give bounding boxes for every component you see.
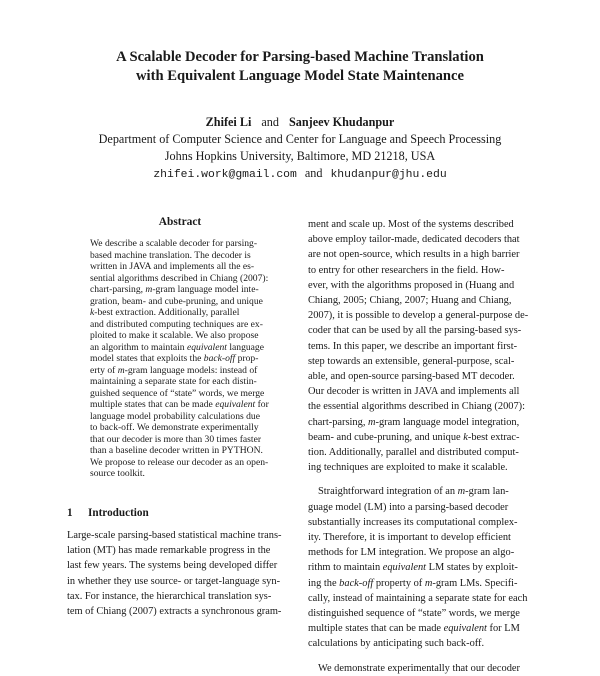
email-1: zhifei.work@gmail.com — [153, 169, 297, 181]
body-line: the essential algorithms described in Chiang (2007): — [308, 401, 526, 413]
intro-line: Large-scale parsing-based statistical machine trans- — [67, 530, 282, 541]
intro-line: last few years. The systems being developed differ — [67, 560, 278, 572]
author-block — [40, 114, 560, 184]
abstract-line: multiple states that can be made equivalent for — [90, 399, 269, 410]
body-line: ity. Therefore, it is important to develop efficient — [308, 532, 511, 544]
title-line-1: A Scalable Decoder for Parsing-based Machine Translation — [116, 49, 484, 65]
abstract-line: k-best extraction. Additionally, parallel — [90, 307, 240, 318]
body-line: Our decoder is written in JAVA and implements all — [308, 386, 520, 398]
abstract-line: erty of m-gram language models: instead of — [90, 364, 258, 376]
abstract-line: model states that exploits the back-off prop- — [90, 353, 259, 364]
author-2: Sanjeev Khudanpur — [289, 115, 395, 129]
abstract-line: and distributed computing techniques are ex- — [90, 318, 263, 330]
intro-line: lation (MT) has made remarkable progress in the — [67, 545, 271, 557]
body-line: ing techniques are exploited to make it scalable. — [308, 462, 508, 474]
abstract-line: We propose to release our decoder as an open- — [90, 456, 269, 468]
body-line: multiple states that can be made equivalent for LM — [308, 623, 520, 635]
body-line: distinguished sequence of “state” words, we merge — [308, 608, 520, 620]
section-1-heading — [67, 507, 293, 519]
abstract-heading: Abstract — [158, 216, 202, 228]
email-2: khudanpur@jhu.edu — [330, 169, 447, 181]
paragraph-gap — [308, 652, 537, 661]
body-line: are not open-source, which results in a high barrier — [308, 249, 520, 261]
body-line: We demonstrate experimentally that our decoder — [318, 662, 520, 674]
abstract-line: chart-parsing, m-gram language model inte- — [90, 284, 259, 295]
author-emails — [40, 165, 560, 184]
body-line: substantially increases its computational complex- — [308, 516, 518, 528]
section-title: Introduction — [88, 507, 149, 519]
body-line: to entry for other researchers in the field. How- — [308, 264, 505, 276]
intro-line: tax. For instance, the hierarchical translation sys- — [67, 590, 272, 602]
affiliation-univ: Johns Hopkins University, Baltimore, MD 21218, USA — [164, 149, 436, 163]
body-line: methods for LM integration. We propose an algo- — [308, 547, 515, 559]
body-line: ment and scale up. Most of the systems described — [308, 219, 514, 230]
introduction-body — [67, 528, 293, 619]
abstract-line: language model probability calculations due — [90, 410, 260, 422]
body-line: able, and open-source parsing-based MT decoder. — [308, 371, 515, 383]
body-line: Chiang, 2005; Chiang, 2007; Huang and Chiang, — [308, 295, 512, 307]
body-line: step towards an extensible, general-purpose, scal- — [308, 355, 515, 367]
abstract-line: that our decoder is more than 30 times faster — [90, 433, 262, 445]
affiliation-dept: Department of Computer Science and Center for Language and Speech Processing — [98, 132, 502, 146]
body-line: tion. Additionally, parallel and distributed comput- — [308, 447, 519, 459]
abstract-body — [90, 238, 271, 480]
body-line: chart-parsing, m-gram language model integration, — [308, 416, 520, 428]
body-line: cally, instead of maintaining a separate state for each — [308, 592, 528, 604]
author-connector: and — [261, 115, 279, 129]
title-line-2: with Equivalent Language Model State Maintenance — [136, 68, 464, 84]
body-line: guage model (LM) into a parsing-based decoder — [308, 501, 509, 513]
author-names — [40, 114, 560, 131]
body-line: rithm to maintain equivalent LM states by exploit- — [308, 562, 518, 574]
abstract-line: source toolkit. — [90, 468, 145, 479]
abstract-line: an algorithm to maintain equivalent language — [90, 341, 264, 353]
body-line: coder that can be used by all the parsing-based sys- — [308, 325, 522, 337]
abstract-line: written in JAVA and implements all the es- — [90, 261, 255, 272]
author-1: Zhifei Li — [205, 115, 252, 129]
body-line: Straightforward integration of an m-gram lan- — [318, 486, 509, 498]
intro-line: tem of Chiang (2007) extracts a synchronous gram- — [67, 606, 282, 618]
body-line: tems. In this paper, we describe an important first- — [308, 340, 518, 352]
intro-line: in whether they use source- or target-language syn- — [67, 575, 281, 587]
body-line: ing the back-off property of m-gram LMs. Specifi- — [308, 577, 518, 589]
abstract-line: to back-off. We demonstrate experimentally — [90, 422, 259, 433]
right-column-body — [308, 217, 537, 676]
body-line: calculations by anticipating such back-off. — [308, 638, 485, 650]
abstract-line: than a baseline decoder written in PYTHON. — [90, 445, 263, 456]
abstract-line: based machine translation. The decoder is — [90, 249, 251, 261]
abstract-line: We describe a scalable decoder for parsing- — [90, 238, 258, 249]
email-connector: and — [304, 166, 323, 180]
abstract-line: ploited to make it scalable. We also propose — [90, 330, 259, 341]
body-line: 2007), it is possible to develop a general-purpose de- — [308, 310, 529, 322]
body-line: above employ tailor-made, dedicated decoders that — [308, 234, 520, 246]
section-number: 1 — [67, 507, 73, 519]
abstract-line: maintaining a separate state for each distin- — [90, 376, 257, 387]
paper-title — [40, 48, 560, 86]
body-line: beam- and cube-pruning, and unique k-best extrac- — [308, 431, 520, 443]
body-line: ever, with the algorithms proposed in (Huang and — [308, 279, 515, 291]
abstract-line: sential algorithms described in Chiang (2007): — [90, 272, 269, 284]
abstract-line: guished sequence of “state” words, we merge — [90, 387, 265, 399]
abstract-line: gration, beam- and cube-pruning, and unique — [90, 295, 263, 307]
paragraph-gap — [308, 475, 537, 484]
